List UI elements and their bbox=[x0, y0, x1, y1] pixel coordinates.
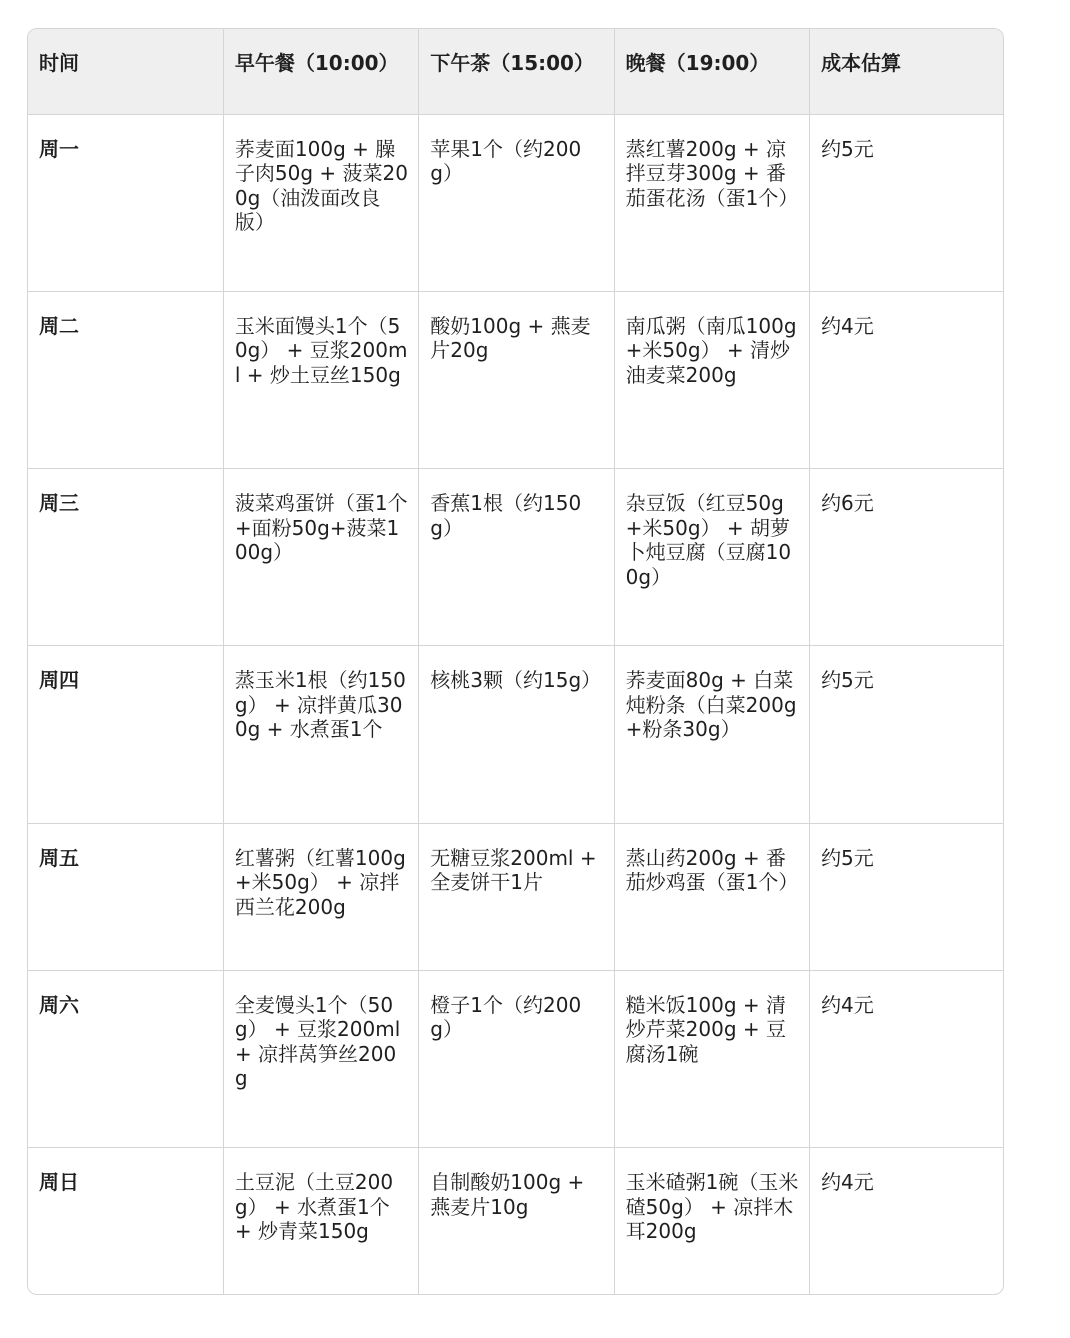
table-header bbox=[28, 29, 1004, 114]
brunch-cell: 土豆泥（土豆200g） + 水煮蛋1个 + 炒青菜150g bbox=[223, 1148, 418, 1294]
brunch-cell: 荞麦面100g + 臊子肉50g + 菠菜200g（油泼面改良版） bbox=[223, 114, 418, 291]
day-cell: 周六 bbox=[28, 970, 223, 1147]
table-row-saturday bbox=[28, 970, 1004, 1147]
cost-cell: 约4元 bbox=[821, 1170, 874, 1195]
header-afternoon-tea: 下午茶（15:00） bbox=[419, 29, 614, 114]
table-row-sunday bbox=[28, 1148, 1004, 1294]
dinner-cell: 南瓜粥（南瓜100g+米50g） + 清炒油麦菜200g bbox=[614, 291, 809, 468]
cost-cell: 约5元 bbox=[810, 114, 1004, 291]
afternoon-tea-cell: 橙子1个（约200g） bbox=[419, 970, 614, 1147]
brunch-cell: 蒸玉米1根（约150g） + 凉拌黄瓜300g + 水煮蛋1个 bbox=[223, 646, 418, 823]
day-cell: 周三 bbox=[28, 469, 223, 646]
brunch-cell: 玉米面馒头1个（50g） + 豆浆200ml + 炒土豆丝150g bbox=[223, 291, 418, 468]
table-row-friday bbox=[28, 823, 1004, 970]
table-body bbox=[28, 114, 1004, 1294]
afternoon-tea-cell: 香蕉1根（约150g） bbox=[419, 469, 614, 646]
afternoon-tea-cell: 酸奶100g + 燕麦片20g bbox=[419, 291, 614, 468]
brunch-cell: 全麦馒头1个（50g） + 豆浆200ml + 凉拌莴笋丝200g bbox=[223, 970, 418, 1147]
dinner-cell: 蒸山药200g + 番茄炒鸡蛋（蛋1个） bbox=[614, 823, 809, 970]
afternoon-tea-cell: 自制酸奶100g + 燕麦片10g bbox=[419, 1148, 614, 1294]
header-cost-estimate: 成本估算 bbox=[810, 29, 1004, 114]
table-row-monday bbox=[28, 114, 1004, 291]
cost-cell: 约5元 bbox=[810, 646, 1004, 823]
header-time: 时间 bbox=[28, 29, 223, 114]
afternoon-tea-cell: 无糖豆浆200ml + 全麦饼干1片 bbox=[419, 823, 614, 970]
cost-cell: 约4元 bbox=[810, 291, 1004, 468]
header-dinner: 晚餐（19:00） bbox=[614, 29, 809, 114]
dinner-cell: 玉米碴粥1碗（玉米碴50g） + 凉拌木耳200g bbox=[614, 1148, 809, 1294]
brunch-cell: 红薯粥（红薯100g+米50g） + 凉拌西兰花200g bbox=[223, 823, 418, 970]
dinner-cell: 糙米饭100g + 清炒芹菜200g + 豆腐汤1碗 bbox=[614, 970, 809, 1147]
brunch-cell: 菠菜鸡蛋饼（蛋1个+面粉50g+菠菜100g） bbox=[223, 469, 418, 646]
day-cell: 周一 bbox=[28, 114, 223, 291]
cost-cell: 约5元 bbox=[810, 823, 1004, 970]
meal-plan-table-container bbox=[27, 28, 1004, 1295]
table-row-tuesday bbox=[28, 291, 1004, 468]
header-brunch: 早午餐（10:00） bbox=[223, 29, 418, 114]
dinner-cell: 荞麦面80g + 白菜炖粉条（白菜200g+粉条30g） bbox=[614, 646, 809, 823]
cost-cell: 约4元 bbox=[810, 970, 1004, 1147]
table-row-thursday bbox=[28, 646, 1004, 823]
header-row bbox=[28, 29, 1004, 114]
dinner-cell: 杂豆饭（红豆50g+米50g） + 胡萝卜炖豆腐（豆腐100g） bbox=[614, 469, 809, 646]
afternoon-tea-cell: 苹果1个（约200g） bbox=[419, 114, 614, 291]
table-row-wednesday bbox=[28, 469, 1004, 646]
dinner-cell: 蒸红薯200g + 凉拌豆芽300g + 番茄蛋花汤（蛋1个） bbox=[614, 114, 809, 291]
meal-plan-table bbox=[28, 29, 1004, 1294]
day-cell: 周五 bbox=[28, 823, 223, 970]
day-cell: 周四 bbox=[28, 646, 223, 823]
afternoon-tea-cell: 核桃3颗（约15g） bbox=[419, 646, 614, 823]
day-cell: 周二 bbox=[28, 291, 223, 468]
cost-cell: 约6元 bbox=[810, 469, 1004, 646]
day-cell: 周日 bbox=[28, 1148, 223, 1294]
